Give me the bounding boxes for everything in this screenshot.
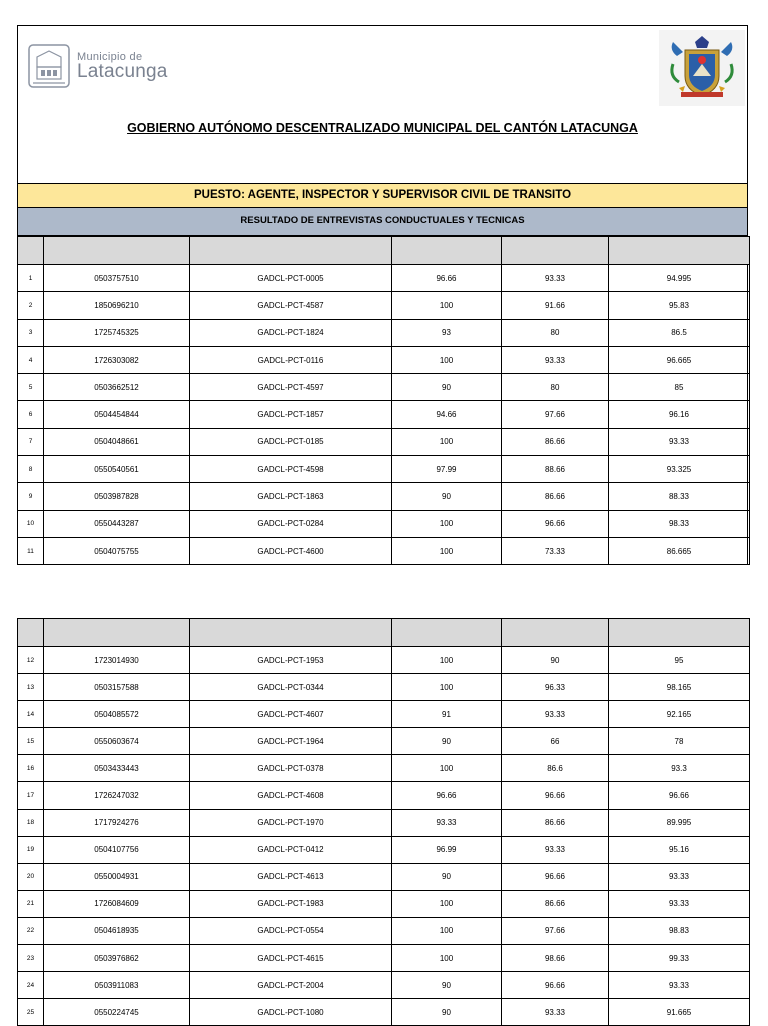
header-cell (392, 237, 502, 265)
postulacion-code-cell: GADCL-PCT-1824 (190, 319, 392, 346)
score-final-cell: 85 (609, 374, 750, 401)
postulacion-code-cell: GADCL-PCT-1863 (190, 483, 392, 510)
score-conductual-cell: 100 (392, 292, 502, 319)
postulacion-code-cell: GADCL-PCT-1857 (190, 401, 392, 428)
score-final-cell: 95 (609, 647, 750, 674)
score-tecnica-cell: 93.33 (502, 346, 609, 373)
table-row (18, 374, 750, 401)
header-cell (190, 619, 392, 647)
row-number-cell: 16 (18, 755, 44, 782)
postulacion-code-cell: GADCL-PCT-0412 (190, 836, 392, 863)
row-number-cell: 20 (18, 863, 44, 890)
score-final-cell: 93.3 (609, 755, 750, 782)
score-conductual-cell: 90 (392, 728, 502, 755)
header-cell (502, 237, 609, 265)
table-row (18, 537, 750, 564)
cedula-cell: 0503976862 (44, 945, 190, 972)
score-final-cell: 94.995 (609, 265, 750, 292)
score-final-cell: 89.995 (609, 809, 750, 836)
table-row (18, 292, 750, 319)
table-row (18, 265, 750, 292)
score-conductual-cell: 90 (392, 972, 502, 999)
postulacion-code-cell: GADCL-PCT-0185 (190, 428, 392, 455)
table-row (18, 346, 750, 373)
score-tecnica-cell: 93.33 (502, 265, 609, 292)
table-row (18, 701, 750, 728)
cedula-cell: 0504085572 (44, 701, 190, 728)
score-final-cell: 88.33 (609, 483, 750, 510)
score-conductual-cell: 100 (392, 346, 502, 373)
score-final-cell: 93.33 (609, 890, 750, 917)
cedula-cell: 0503433443 (44, 755, 190, 782)
cedula-cell: 0503987828 (44, 483, 190, 510)
score-tecnica-cell: 88.66 (502, 456, 609, 483)
score-tecnica-cell: 90 (502, 647, 609, 674)
score-final-cell: 93.33 (609, 428, 750, 455)
cedula-cell: 1725745325 (44, 319, 190, 346)
score-final-cell: 95.16 (609, 836, 750, 863)
row-number-cell: 12 (18, 647, 44, 674)
cedula-cell: 0503662512 (44, 374, 190, 401)
table-row (18, 836, 750, 863)
row-number-cell: 2 (18, 292, 44, 319)
score-conductual-cell: 96.66 (392, 782, 502, 809)
table-row (18, 755, 750, 782)
cedula-cell: 1726303082 (44, 346, 190, 373)
row-number-cell: 17 (18, 782, 44, 809)
postulacion-code-cell: GADCL-PCT-4615 (190, 945, 392, 972)
score-tecnica-cell: 93.33 (502, 999, 609, 1026)
score-tecnica-cell: 66 (502, 728, 609, 755)
row-number-cell: 22 (18, 917, 44, 944)
coat-of-arms (659, 30, 745, 106)
score-final-cell: 86.5 (609, 319, 750, 346)
table-row (18, 674, 750, 701)
score-conductual-cell: 90 (392, 374, 502, 401)
table-row (18, 809, 750, 836)
score-conductual-cell: 96.66 (392, 265, 502, 292)
score-final-cell: 98.83 (609, 917, 750, 944)
header-cell (44, 619, 190, 647)
score-conductual-cell: 100 (392, 537, 502, 564)
cedula-cell: 1723014930 (44, 647, 190, 674)
row-number-cell: 23 (18, 945, 44, 972)
cedula-cell: 0550540561 (44, 456, 190, 483)
score-final-cell: 96.16 (609, 401, 750, 428)
score-tecnica-cell: 86.6 (502, 755, 609, 782)
postulacion-code-cell: GADCL-PCT-0378 (190, 755, 392, 782)
table-row (18, 782, 750, 809)
postulacion-code-cell: GADCL-PCT-0344 (190, 674, 392, 701)
score-conductual-cell: 100 (392, 890, 502, 917)
row-number-cell: 14 (18, 701, 44, 728)
table-header-row (18, 619, 750, 647)
score-final-cell: 93.33 (609, 863, 750, 890)
row-number-cell: 11 (18, 537, 44, 564)
score-tecnica-cell: 96.66 (502, 863, 609, 890)
score-conductual-cell: 90 (392, 999, 502, 1026)
postulacion-code-cell: GADCL-PCT-4587 (190, 292, 392, 319)
header-cell (502, 619, 609, 647)
cedula-cell: 0550224745 (44, 999, 190, 1026)
score-tecnica-cell: 93.33 (502, 701, 609, 728)
score-tecnica-cell: 96.66 (502, 972, 609, 999)
score-conductual-cell: 90 (392, 483, 502, 510)
table-row (18, 647, 750, 674)
table-row (18, 510, 750, 537)
cedula-cell: 1726084609 (44, 890, 190, 917)
table-row (18, 999, 750, 1026)
row-number-cell: 8 (18, 456, 44, 483)
postulacion-code-cell: GADCL-PCT-1970 (190, 809, 392, 836)
score-final-cell: 92.165 (609, 701, 750, 728)
score-conductual-cell: 93.33 (392, 809, 502, 836)
postulacion-code-cell: GADCL-PCT-4600 (190, 537, 392, 564)
postulacion-code-cell: GADCL-PCT-4598 (190, 456, 392, 483)
cedula-cell: 0550443287 (44, 510, 190, 537)
table-row (18, 945, 750, 972)
postulacion-code-cell: GADCL-PCT-4613 (190, 863, 392, 890)
score-conductual-cell: 100 (392, 917, 502, 944)
postulacion-code-cell: GADCL-PCT-0554 (190, 917, 392, 944)
row-number-cell: 9 (18, 483, 44, 510)
logo-small-text: Municipio de (77, 51, 143, 63)
score-tecnica-cell: 80 (502, 319, 609, 346)
row-number-cell: 24 (18, 972, 44, 999)
header-cell (609, 237, 750, 265)
table-row (18, 917, 750, 944)
row-number-cell: 19 (18, 836, 44, 863)
score-final-cell: 78 (609, 728, 750, 755)
position-band: PUESTO: AGENTE, INSPECTOR Y SUPERVISOR CIVIL DE TRANSITO (17, 183, 748, 208)
postulacion-code-cell: GADCL-PCT-1080 (190, 999, 392, 1026)
row-number-cell: 13 (18, 674, 44, 701)
cedula-cell: 1717924276 (44, 809, 190, 836)
table-row (18, 483, 750, 510)
postulacion-code-cell: GADCL-PCT-0284 (190, 510, 392, 537)
score-tecnica-cell: 96.66 (502, 510, 609, 537)
score-final-cell: 98.165 (609, 674, 750, 701)
score-final-cell: 98.33 (609, 510, 750, 537)
postulacion-code-cell: GADCL-PCT-0005 (190, 265, 392, 292)
header-cell (190, 237, 392, 265)
score-final-cell: 99.33 (609, 945, 750, 972)
table-row (18, 972, 750, 999)
score-conductual-cell: 100 (392, 510, 502, 537)
score-conductual-cell: 94.66 (392, 401, 502, 428)
row-number-cell: 21 (18, 890, 44, 917)
row-number-cell: 3 (18, 319, 44, 346)
header-cell (392, 619, 502, 647)
municipio-logo (27, 43, 187, 93)
row-number-cell: 7 (18, 428, 44, 455)
cedula-cell: 0550004931 (44, 863, 190, 890)
score-final-cell: 93.33 (609, 972, 750, 999)
score-conductual-cell: 91 (392, 701, 502, 728)
coat-of-arms-icon (659, 30, 745, 106)
score-tecnica-cell: 91.66 (502, 292, 609, 319)
table-row (18, 428, 750, 455)
cedula-cell: 0503757510 (44, 265, 190, 292)
score-tecnica-cell: 96.33 (502, 674, 609, 701)
postulacion-code-cell: GADCL-PCT-1983 (190, 890, 392, 917)
score-conductual-cell: 93 (392, 319, 502, 346)
cedula-cell: 0503911083 (44, 972, 190, 999)
score-final-cell: 96.665 (609, 346, 750, 373)
main-title: GOBIERNO AUTÓNOMO DESCENTRALIZADO MUNICIPAL DEL CANTÓN LATACUNGA (127, 121, 638, 135)
header-cell (18, 619, 44, 647)
cedula-cell: 1850696210 (44, 292, 190, 319)
row-number-cell: 18 (18, 809, 44, 836)
cedula-cell: 1726247032 (44, 782, 190, 809)
subtitle-band: RESULTADO DE ENTREVISTAS CONDUCTUALES Y TECNICAS (17, 208, 748, 236)
score-tecnica-cell: 93.33 (502, 836, 609, 863)
table-row (18, 401, 750, 428)
row-number-cell: 25 (18, 999, 44, 1026)
postulacion-code-cell: GADCL-PCT-4608 (190, 782, 392, 809)
score-tecnica-cell: 98.66 (502, 945, 609, 972)
results-table-2 (17, 618, 750, 1026)
table-header-row (18, 237, 750, 265)
score-tecnica-cell: 86.66 (502, 809, 609, 836)
score-final-cell: 91.665 (609, 999, 750, 1026)
table-row (18, 728, 750, 755)
logo-big-text: Latacunga (77, 61, 168, 82)
score-tecnica-cell: 80 (502, 374, 609, 401)
header-cell (18, 237, 44, 265)
score-conductual-cell: 100 (392, 428, 502, 455)
score-conductual-cell: 90 (392, 863, 502, 890)
row-number-cell: 15 (18, 728, 44, 755)
row-number-cell: 4 (18, 346, 44, 373)
score-tecnica-cell: 96.66 (502, 782, 609, 809)
header-cell (609, 619, 750, 647)
score-tecnica-cell: 86.66 (502, 483, 609, 510)
table-row (18, 890, 750, 917)
cedula-cell: 0550603674 (44, 728, 190, 755)
postulacion-code-cell: GADCL-PCT-0116 (190, 346, 392, 373)
score-conductual-cell: 100 (392, 674, 502, 701)
score-conductual-cell: 96.99 (392, 836, 502, 863)
score-final-cell: 95.83 (609, 292, 750, 319)
cedula-cell: 0504075755 (44, 537, 190, 564)
cedula-cell: 0504454844 (44, 401, 190, 428)
cedula-cell: 0504618935 (44, 917, 190, 944)
table-row (18, 863, 750, 890)
cedula-cell: 0504048661 (44, 428, 190, 455)
score-final-cell: 86.665 (609, 537, 750, 564)
row-number-cell: 5 (18, 374, 44, 401)
table-row (18, 456, 750, 483)
row-number-cell: 10 (18, 510, 44, 537)
score-tecnica-cell: 73.33 (502, 537, 609, 564)
row-number-cell: 1 (18, 265, 44, 292)
municipio-crest-icon (27, 43, 71, 89)
score-tecnica-cell: 97.66 (502, 401, 609, 428)
score-final-cell: 96.66 (609, 782, 750, 809)
score-conductual-cell: 100 (392, 647, 502, 674)
postulacion-code-cell: GADCL-PCT-1953 (190, 647, 392, 674)
score-tecnica-cell: 97.66 (502, 917, 609, 944)
cedula-cell: 0503157588 (44, 674, 190, 701)
postulacion-code-cell: GADCL-PCT-4597 (190, 374, 392, 401)
score-conductual-cell: 97.99 (392, 456, 502, 483)
header-cell (44, 237, 190, 265)
score-conductual-cell: 100 (392, 755, 502, 782)
results-table-1 (17, 236, 750, 565)
cedula-cell: 0504107756 (44, 836, 190, 863)
row-number-cell: 6 (18, 401, 44, 428)
score-tecnica-cell: 86.66 (502, 428, 609, 455)
postulacion-code-cell: GADCL-PCT-2004 (190, 972, 392, 999)
postulacion-code-cell: GADCL-PCT-1964 (190, 728, 392, 755)
postulacion-code-cell: GADCL-PCT-4607 (190, 701, 392, 728)
score-tecnica-cell: 86.66 (502, 890, 609, 917)
table-row (18, 319, 750, 346)
score-final-cell: 93.325 (609, 456, 750, 483)
score-conductual-cell: 100 (392, 945, 502, 972)
